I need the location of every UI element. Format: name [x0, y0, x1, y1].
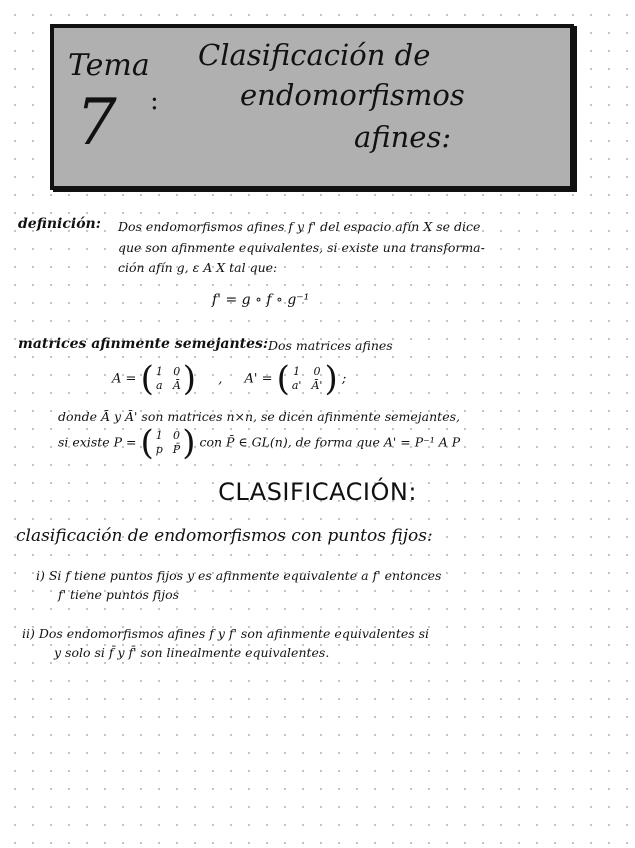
matrix-a-entry: Ā [172, 379, 181, 392]
item-2-line-2: y solo si f̄ y f̄' son linealmente equivalentes. [54, 645, 330, 660]
matrix-p-entry: p [155, 443, 163, 456]
matrix-ap-entry: 0 [313, 365, 321, 378]
definition-formula: f' = g ∘ f ∘ g⁻¹ [212, 292, 310, 308]
matrix-p: ( 1 0 p P̄ ) [140, 423, 196, 463]
matrices-line-2 [58, 423, 461, 463]
definition-line-1: Dos endomorfismos afines f y f' del espacio afín X se dice [118, 219, 481, 234]
matrix-a-entry: 0 [173, 365, 181, 378]
title-line-1: Clasificación de [198, 38, 431, 72]
tema-label: Tema [68, 48, 150, 83]
title-line-3: afines: [354, 120, 452, 154]
matrix-ap-label: A' = [244, 371, 273, 387]
matrix-row [112, 359, 347, 399]
classification-heading: CLASIFICACIÓN: [218, 478, 417, 506]
matrices-text: Dos matrices afines [268, 338, 393, 353]
matrices-line-1: donde Ā y Ā' son matrices n×n, se dicen afinmente semejantes, [58, 409, 460, 424]
matrix-a-entry: 1 [155, 365, 163, 378]
classification-subheading: clasificación de endomorfismos con puntos fijos: [16, 526, 433, 546]
matrix-p-entry: 0 [173, 429, 180, 442]
matrices-line-2a: si existe P = [58, 434, 137, 450]
matrix-separator: , [218, 371, 223, 387]
matrix-ap-entry: 1 [293, 365, 301, 378]
matrices-line-2b: con P̄ ∈ GL(n), de forma que A' = P⁻¹ A P [199, 434, 461, 450]
matrix-end: ; [341, 371, 347, 387]
tema-number: 7 [76, 86, 117, 160]
matrix-ap-entry: Ā' [311, 379, 323, 392]
title-box [50, 24, 574, 190]
item-1-line-1: i) Si f tiene puntos fijos y es afinmente equivalente a f' entonces [36, 568, 442, 583]
matrix-p-entry: 1 [155, 429, 163, 442]
definition-line-3: ción afín g, ε A X tal que: [118, 260, 278, 275]
title-line-2: endomorfismos [240, 78, 465, 112]
matrix-a-label: A = [112, 371, 137, 387]
tema-colon: : [150, 86, 159, 116]
item-2-line-1: ii) Dos endomorfismos afines f y f' son afinmente equivalentes si [22, 626, 430, 641]
item-1-line-2: f' tiene puntos fijos [58, 587, 180, 602]
matrix-a-entry: a [156, 379, 163, 392]
definition-line-2: que son afinmente equivalentes, si existe una transforma- [118, 240, 485, 255]
matrix-ap: ( 1 0 a' Ā' ) [276, 359, 338, 399]
matrices-label: matrices afinmente semejantes: [18, 336, 269, 352]
matrix-ap-entry: a' [291, 379, 302, 392]
matrix-p-entry: P̄ [172, 443, 181, 456]
matrix-a: ( 1 0 a Ā ) [140, 359, 197, 399]
definition-label: definición: [18, 216, 101, 232]
